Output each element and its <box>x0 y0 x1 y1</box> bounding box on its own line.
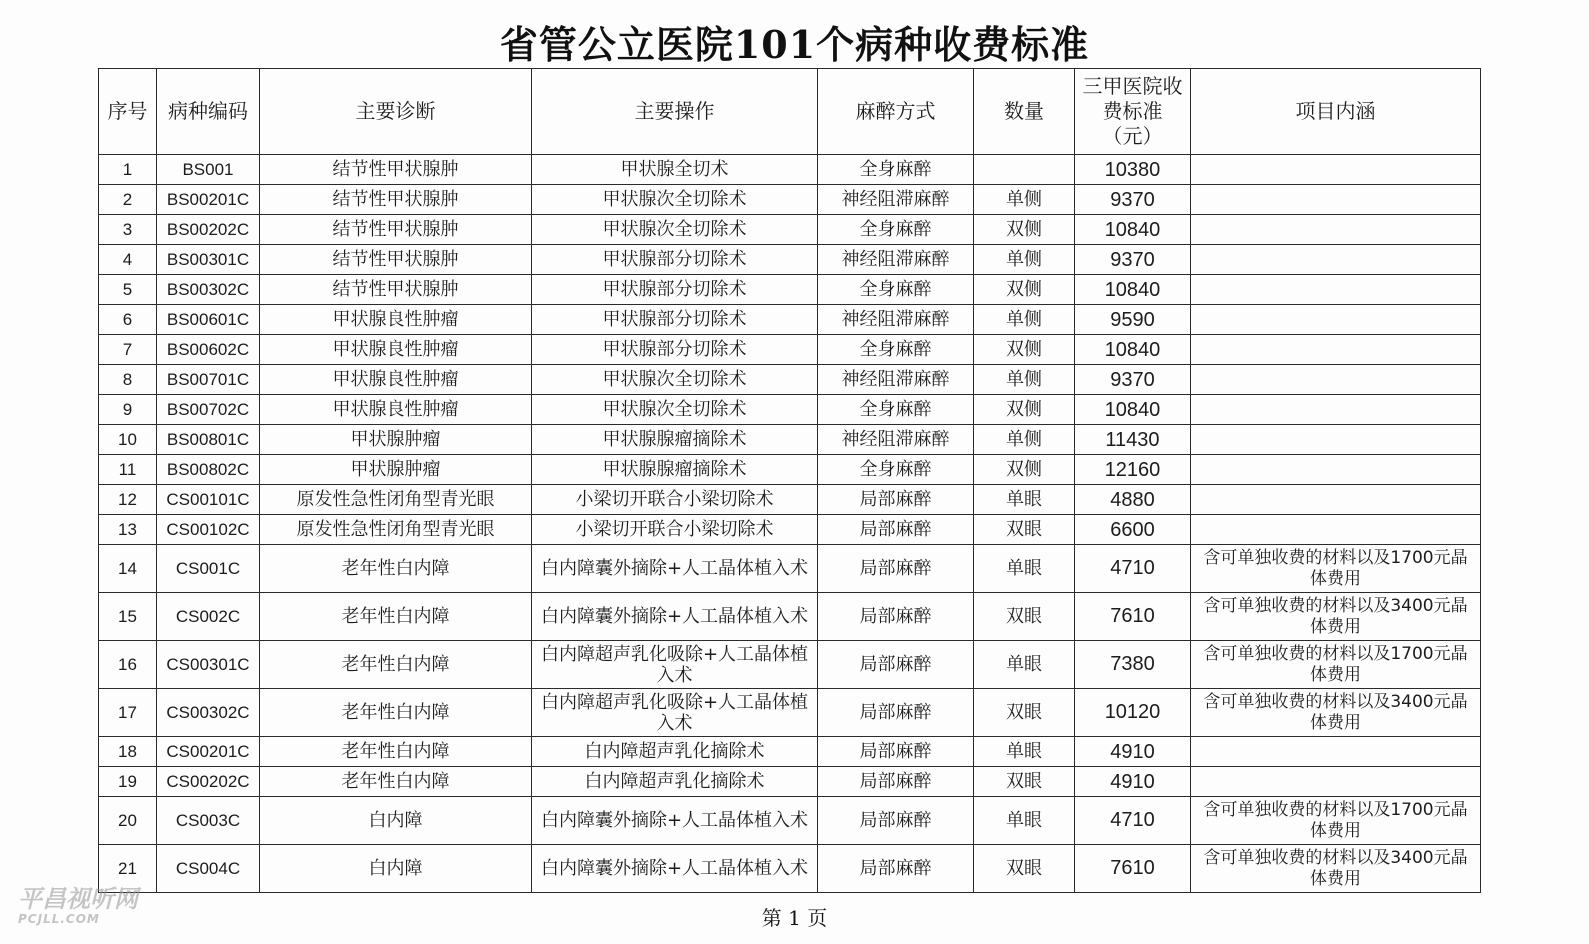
cell-seq: 9 <box>99 395 157 425</box>
cell-quantity: 双侧 <box>974 335 1075 365</box>
cell-notes <box>1191 215 1481 245</box>
cell-notes: 含可单独收费的材料以及1700元晶体费用 <box>1191 545 1481 593</box>
cell-diagnosis: 结节性甲状腺肿 <box>260 275 532 305</box>
cell-anesthesia: 局部麻醉 <box>818 641 974 689</box>
cell-operation: 甲状腺次全切除术 <box>532 365 818 395</box>
cell-operation: 甲状腺部分切除术 <box>532 275 818 305</box>
cell-seq: 8 <box>99 365 157 395</box>
cell-operation: 白内障囊外摘除+人工晶体植入术 <box>532 545 818 593</box>
cell-quantity: 单侧 <box>974 425 1075 455</box>
table-row <box>99 245 1481 275</box>
header-quantity: 数量 <box>974 69 1075 155</box>
cell-fee: 4710 <box>1075 797 1191 845</box>
cell-anesthesia: 全身麻醉 <box>818 155 974 185</box>
cell-code: BS00302C <box>157 275 260 305</box>
cell-seq: 5 <box>99 275 157 305</box>
table-row <box>99 275 1481 305</box>
cell-notes <box>1191 737 1481 767</box>
table-row <box>99 185 1481 215</box>
cell-code: CS00102C <box>157 515 260 545</box>
cell-anesthesia: 神经阻滞麻醉 <box>818 365 974 395</box>
cell-fee: 7610 <box>1075 845 1191 893</box>
cell-quantity: 单眼 <box>974 737 1075 767</box>
cell-fee: 9370 <box>1075 245 1191 275</box>
cell-seq: 20 <box>99 797 157 845</box>
cell-fee: 11430 <box>1075 425 1191 455</box>
cell-operation: 甲状腺全切术 <box>532 155 818 185</box>
cell-fee: 10840 <box>1075 335 1191 365</box>
header-anesthesia: 麻醉方式 <box>818 69 974 155</box>
cell-quantity: 双眼 <box>974 845 1075 893</box>
cell-anesthesia: 全身麻醉 <box>818 275 974 305</box>
cell-seq: 1 <box>99 155 157 185</box>
cell-notes <box>1191 305 1481 335</box>
cell-quantity: 单眼 <box>974 485 1075 515</box>
cell-operation: 白内障超声乳化吸除+人工晶体植入术 <box>532 689 818 737</box>
cell-fee: 10840 <box>1075 395 1191 425</box>
cell-code: BS00702C <box>157 395 260 425</box>
cell-code: CS00101C <box>157 485 260 515</box>
table-row <box>99 797 1481 845</box>
cell-quantity: 单眼 <box>974 641 1075 689</box>
cell-operation: 白内障囊外摘除+人工晶体植入术 <box>532 593 818 641</box>
cell-seq: 4 <box>99 245 157 275</box>
cell-operation: 甲状腺次全切除术 <box>532 395 818 425</box>
cell-seq: 16 <box>99 641 157 689</box>
cell-fee: 7610 <box>1075 593 1191 641</box>
cell-notes: 含可单独收费的材料以及1700元晶体费用 <box>1191 641 1481 689</box>
table-row <box>99 425 1481 455</box>
header-code: 病种编码 <box>157 69 260 155</box>
cell-quantity: 双侧 <box>974 395 1075 425</box>
cell-code: CS001C <box>157 545 260 593</box>
cell-notes <box>1191 365 1481 395</box>
cell-quantity: 双眼 <box>974 767 1075 797</box>
cell-anesthesia: 全身麻醉 <box>818 335 974 365</box>
table-row <box>99 485 1481 515</box>
cell-fee: 9370 <box>1075 365 1191 395</box>
cell-notes <box>1191 515 1481 545</box>
cell-diagnosis: 甲状腺良性肿瘤 <box>260 305 532 335</box>
cell-anesthesia: 局部麻醉 <box>818 797 974 845</box>
fee-standard-table <box>98 68 1481 893</box>
cell-quantity <box>974 155 1075 185</box>
header-row <box>99 69 1481 155</box>
cell-anesthesia: 全身麻醉 <box>818 455 974 485</box>
cell-diagnosis: 结节性甲状腺肿 <box>260 155 532 185</box>
cell-diagnosis: 老年性白内障 <box>260 737 532 767</box>
cell-diagnosis: 原发性急性闭角型青光眼 <box>260 515 532 545</box>
cell-anesthesia: 全身麻醉 <box>818 395 974 425</box>
cell-seq: 6 <box>99 305 157 335</box>
cell-anesthesia: 局部麻醉 <box>818 689 974 737</box>
cell-notes: 含可单独收费的材料以及3400元晶体费用 <box>1191 689 1481 737</box>
cell-seq: 14 <box>99 545 157 593</box>
cell-code: CS00202C <box>157 767 260 797</box>
cell-anesthesia: 局部麻醉 <box>818 845 974 893</box>
cell-diagnosis: 老年性白内障 <box>260 545 532 593</box>
cell-operation: 甲状腺部分切除术 <box>532 245 818 275</box>
table-row <box>99 545 1481 593</box>
cell-code: BS00802C <box>157 455 260 485</box>
cell-seq: 11 <box>99 455 157 485</box>
cell-fee: 4910 <box>1075 767 1191 797</box>
cell-notes <box>1191 335 1481 365</box>
cell-anesthesia: 局部麻醉 <box>818 485 974 515</box>
table-row <box>99 515 1481 545</box>
cell-quantity: 双侧 <box>974 455 1075 485</box>
cell-operation: 甲状腺部分切除术 <box>532 335 818 365</box>
table-row <box>99 767 1481 797</box>
cell-seq: 2 <box>99 185 157 215</box>
table-row <box>99 455 1481 485</box>
header-operation: 主要操作 <box>532 69 818 155</box>
cell-notes <box>1191 425 1481 455</box>
cell-notes <box>1191 485 1481 515</box>
cell-code: CS004C <box>157 845 260 893</box>
cell-diagnosis: 白内障 <box>260 797 532 845</box>
cell-diagnosis: 结节性甲状腺肿 <box>260 185 532 215</box>
table-row <box>99 335 1481 365</box>
cell-code: CS002C <box>157 593 260 641</box>
cell-diagnosis: 老年性白内障 <box>260 641 532 689</box>
cell-diagnosis: 甲状腺良性肿瘤 <box>260 395 532 425</box>
cell-notes <box>1191 455 1481 485</box>
cell-notes <box>1191 275 1481 305</box>
cell-quantity: 单眼 <box>974 797 1075 845</box>
cell-fee: 4880 <box>1075 485 1191 515</box>
cell-anesthesia: 局部麻醉 <box>818 767 974 797</box>
cell-diagnosis: 老年性白内障 <box>260 767 532 797</box>
cell-operation: 甲状腺部分切除术 <box>532 305 818 335</box>
cell-code: BS00301C <box>157 245 260 275</box>
cell-fee: 7380 <box>1075 641 1191 689</box>
table-body <box>99 155 1481 893</box>
cell-operation: 白内障超声乳化摘除术 <box>532 737 818 767</box>
cell-operation: 白内障超声乳化摘除术 <box>532 767 818 797</box>
cell-anesthesia: 神经阻滞麻醉 <box>818 425 974 455</box>
cell-anesthesia: 局部麻醉 <box>818 593 974 641</box>
cell-diagnosis: 原发性急性闭角型青光眼 <box>260 485 532 515</box>
cell-seq: 3 <box>99 215 157 245</box>
page-number: 第 1 页 <box>761 906 828 930</box>
cell-anesthesia: 局部麻醉 <box>818 515 974 545</box>
cell-operation: 甲状腺次全切除术 <box>532 215 818 245</box>
header-diagnosis: 主要诊断 <box>260 69 532 155</box>
table-row <box>99 155 1481 185</box>
cell-fee: 10380 <box>1075 155 1191 185</box>
cell-quantity: 双侧 <box>974 275 1075 305</box>
table-row <box>99 845 1481 893</box>
watermark-logo <box>18 886 138 926</box>
cell-quantity: 双眼 <box>974 689 1075 737</box>
cell-operation: 小梁切开联合小梁切除术 <box>532 485 818 515</box>
table-row <box>99 593 1481 641</box>
cell-fee: 6600 <box>1075 515 1191 545</box>
cell-quantity: 双眼 <box>974 593 1075 641</box>
watermark-sub: PCJLL.COM <box>18 912 100 926</box>
cell-operation: 白内障囊外摘除+人工晶体植入术 <box>532 797 818 845</box>
cell-fee: 9590 <box>1075 305 1191 335</box>
table-row <box>99 305 1481 335</box>
cell-anesthesia: 局部麻醉 <box>818 545 974 593</box>
cell-diagnosis: 结节性甲状腺肿 <box>260 245 532 275</box>
header-seq: 序号 <box>99 69 157 155</box>
cell-diagnosis: 甲状腺肿瘤 <box>260 425 532 455</box>
cell-operation: 白内障超声乳化吸除+人工晶体植入术 <box>532 641 818 689</box>
cell-seq: 18 <box>99 737 157 767</box>
cell-operation: 白内障囊外摘除+人工晶体植入术 <box>532 845 818 893</box>
cell-notes: 含可单独收费的材料以及1700元晶体费用 <box>1191 797 1481 845</box>
cell-anesthesia: 神经阻滞麻醉 <box>818 305 974 335</box>
cell-diagnosis: 结节性甲状腺肿 <box>260 215 532 245</box>
cell-notes: 含可单独收费的材料以及3400元晶体费用 <box>1191 845 1481 893</box>
header-fee: 三甲医院收费标准（元） <box>1075 69 1191 155</box>
cell-operation: 甲状腺腺瘤摘除术 <box>532 425 818 455</box>
cell-diagnosis: 甲状腺良性肿瘤 <box>260 365 532 395</box>
cell-code: BS00701C <box>157 365 260 395</box>
cell-notes <box>1191 155 1481 185</box>
cell-operation: 小梁切开联合小梁切除术 <box>532 515 818 545</box>
cell-fee: 4710 <box>1075 545 1191 593</box>
cell-code: CS00302C <box>157 689 260 737</box>
cell-code: BS00801C <box>157 425 260 455</box>
cell-code: CS00201C <box>157 737 260 767</box>
cell-fee: 12160 <box>1075 455 1191 485</box>
cell-seq: 13 <box>99 515 157 545</box>
cell-code: CS00301C <box>157 641 260 689</box>
cell-diagnosis: 白内障 <box>260 845 532 893</box>
cell-anesthesia: 全身麻醉 <box>818 215 974 245</box>
cell-diagnosis: 甲状腺肿瘤 <box>260 455 532 485</box>
cell-seq: 19 <box>99 767 157 797</box>
cell-notes <box>1191 245 1481 275</box>
cell-fee: 10840 <box>1075 215 1191 245</box>
cell-quantity: 单侧 <box>974 245 1075 275</box>
cell-diagnosis: 老年性白内障 <box>260 593 532 641</box>
cell-diagnosis: 甲状腺良性肿瘤 <box>260 335 532 365</box>
table-row <box>99 215 1481 245</box>
cell-notes <box>1191 395 1481 425</box>
cell-fee: 4910 <box>1075 737 1191 767</box>
cell-seq: 12 <box>99 485 157 515</box>
table-row <box>99 395 1481 425</box>
cell-seq: 17 <box>99 689 157 737</box>
cell-code: BS001 <box>157 155 260 185</box>
table-header <box>99 69 1481 155</box>
cell-seq: 21 <box>99 845 157 893</box>
cell-fee: 10840 <box>1075 275 1191 305</box>
page-title: 省管公立医院101个病种收费标准 <box>499 22 1090 67</box>
header-notes: 项目内涵 <box>1191 69 1481 155</box>
cell-code: BS00201C <box>157 185 260 215</box>
cell-seq: 10 <box>99 425 157 455</box>
cell-fee: 9370 <box>1075 185 1191 215</box>
cell-code: BS00601C <box>157 305 260 335</box>
cell-quantity: 单侧 <box>974 185 1075 215</box>
cell-quantity: 双侧 <box>974 215 1075 245</box>
cell-notes: 含可单独收费的材料以及3400元晶体费用 <box>1191 593 1481 641</box>
table-row <box>99 365 1481 395</box>
cell-code: CS003C <box>157 797 260 845</box>
cell-diagnosis: 老年性白内障 <box>260 689 532 737</box>
cell-fee: 10120 <box>1075 689 1191 737</box>
cell-seq: 7 <box>99 335 157 365</box>
cell-code: BS00602C <box>157 335 260 365</box>
watermark-main: 平昌视听网 <box>18 885 138 913</box>
cell-notes <box>1191 185 1481 215</box>
table-row <box>99 641 1481 689</box>
cell-anesthesia: 神经阻滞麻醉 <box>818 185 974 215</box>
cell-quantity: 单侧 <box>974 305 1075 335</box>
cell-quantity: 单眼 <box>974 545 1075 593</box>
table-row <box>99 689 1481 737</box>
cell-quantity: 双眼 <box>974 515 1075 545</box>
cell-code: BS00202C <box>157 215 260 245</box>
cell-anesthesia: 神经阻滞麻醉 <box>818 245 974 275</box>
cell-operation: 甲状腺腺瘤摘除术 <box>532 455 818 485</box>
cell-anesthesia: 局部麻醉 <box>818 737 974 767</box>
cell-quantity: 单侧 <box>974 365 1075 395</box>
cell-notes <box>1191 767 1481 797</box>
cell-seq: 15 <box>99 593 157 641</box>
cell-operation: 甲状腺次全切除术 <box>532 185 818 215</box>
table-row <box>99 737 1481 767</box>
